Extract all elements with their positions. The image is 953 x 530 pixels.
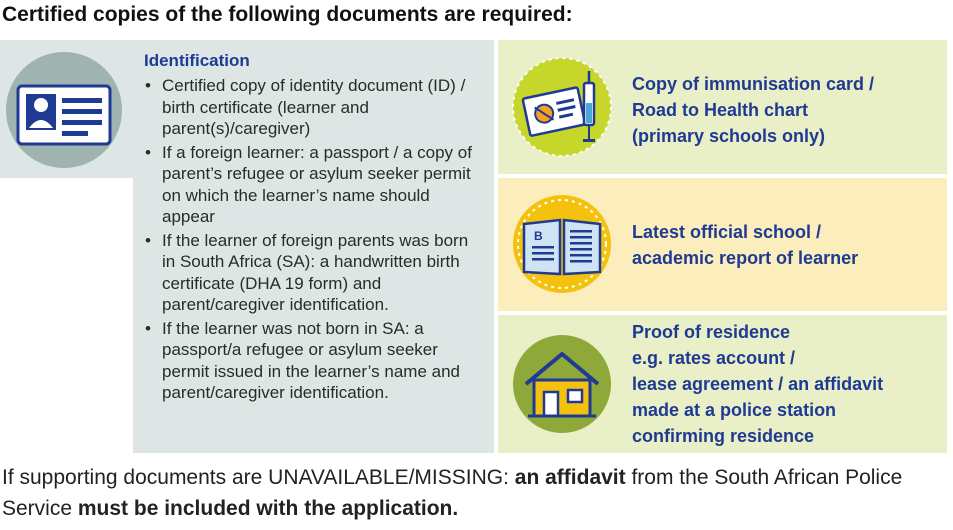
card-line: e.g. rates account / [632, 348, 796, 368]
footer-emphasis: must be included with the application. [77, 497, 459, 520]
immunisation-card-text [632, 71, 874, 149]
school-report-card-text [632, 219, 858, 271]
card-line: Copy of immunisation card / [632, 74, 875, 94]
card-line: academic report of learner [632, 248, 859, 268]
house-icon [512, 334, 612, 434]
footer-emphasis: an affidavit [514, 466, 626, 489]
list-item: • If the learner was not born in SA: a passport/a refugee or asylum seeker permit issued in the learner’s name and parent/caregiver identification. [144, 318, 484, 404]
footer-text: If supporting documents are UNAVAILABLE/MISSING: [2, 466, 515, 489]
list-item: • If the learner of foreign parents was born in South Africa (SA): a handwritten birth certificate (DHA 19 form) and parent/caregiver identification. [144, 230, 484, 316]
id-card-icon [4, 50, 124, 170]
footer-note [2, 462, 950, 524]
immunisation-card [498, 40, 947, 174]
card-line: made at a police station [632, 400, 837, 420]
school-report-book-icon [512, 194, 612, 294]
card-line: Latest official school / [632, 222, 822, 242]
card-line: confirming residence [632, 426, 815, 446]
identification-panel [0, 40, 494, 453]
residence-card [498, 315, 947, 453]
svg-text:B: B [534, 229, 543, 243]
immunisation-card-icon [512, 57, 612, 157]
school-report-card [498, 178, 947, 311]
list-item: • Certified copy of identity document (ID) / birth certificate (learner and parent(s)/caregiver) [144, 75, 484, 140]
list-item: • If a foreign learner: a passport / a copy of parent’s refugee or asylum seeker permit on which the learner’s name should appear [144, 142, 484, 228]
page-heading: Certified copies of the following documents are required: [2, 3, 573, 26]
card-line: Road to Health chart [632, 100, 809, 120]
card-line: (primary schools only) [632, 126, 826, 146]
residence-card-text [632, 319, 883, 449]
identification-block [144, 51, 484, 406]
identification-title: Identification [144, 51, 250, 70]
card-line: Proof of residence [632, 322, 791, 342]
identification-list [144, 75, 484, 404]
footer-text: from the South African Police Service [2, 466, 903, 520]
card-line: lease agreement / an affidavit [632, 374, 884, 394]
